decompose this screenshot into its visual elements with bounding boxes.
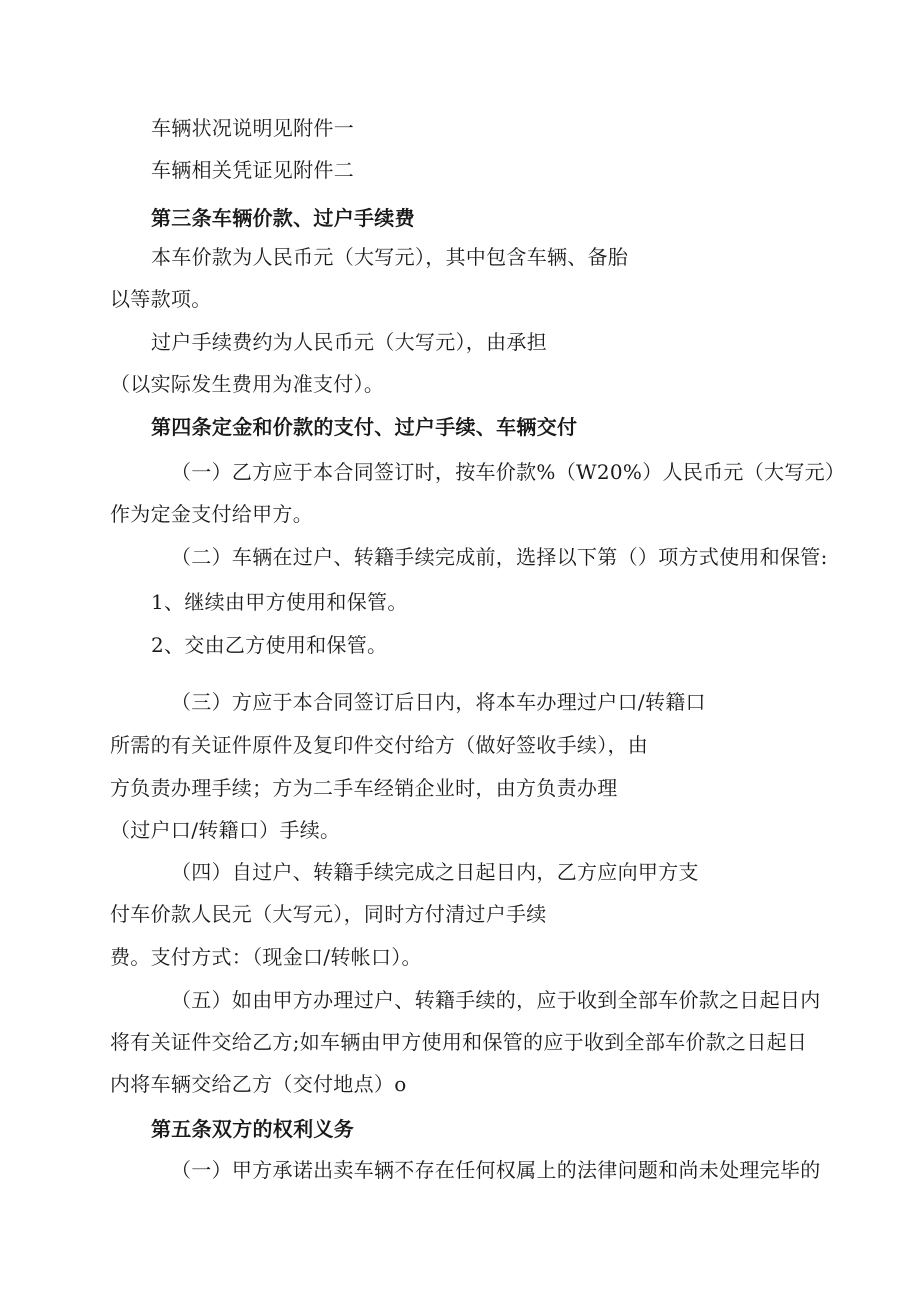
- transfer-fee-continuation: （以实际发生费用为准支付）。: [110, 372, 385, 396]
- price-clause-line: 本车价款为人民币元（大写元），其中包含车辆、备胎: [151, 245, 629, 269]
- vehicle-condition-line: 车辆状况说明见附件一: [151, 116, 354, 140]
- transfer-fee-line: 过户手续费约为人民币元（大写元），由承担: [151, 330, 547, 354]
- option-1-line: 1、继续由甲方使用和保管。: [151, 590, 408, 614]
- clause-4-3-continuation-2: 方负责办理手续；方为二手车经销企业时，由方负责办理: [110, 776, 618, 800]
- clause-4-5-continuation-1: 将有关证件交给乙方;如车辆由甲方使用和保管的应于收到全部车价款之日起日: [110, 1030, 808, 1054]
- article-3-heading: 第三条车辆价款、过户手续费: [151, 206, 415, 230]
- option-2-line: 2、交由乙方使用和保管。: [151, 633, 388, 657]
- clause-4-4-continuation-1: 付车价款人民元（大写元），同时方付清过户手续: [110, 902, 547, 926]
- clause-5-1-line: （一）甲方承诺出卖车辆不存在任何权属上的法律问题和尚未处理完毕的: [171, 1158, 821, 1182]
- article-5-heading: 第五条双方的权利义务: [151, 1117, 354, 1141]
- clause-4-5-continuation-2: 内将车辆交给乙方（交付地点）o: [110, 1072, 407, 1096]
- clause-4-1-line: （一）乙方应于本合同签订时，按车价款%（W20%）人民币元（大写元）: [171, 460, 846, 484]
- article-4-heading: 第四条定金和价款的支付、过户手续、车辆交付: [151, 415, 578, 439]
- price-clause-continuation: 以等款项。: [110, 287, 212, 311]
- clause-4-3-continuation-3: （过户口/转籍口）手续。: [110, 818, 341, 842]
- clause-4-2-line: （二）车辆在过户、转籍手续完成前，选择以下第（）项方式使用和保管:: [171, 545, 828, 569]
- clause-4-5-line: （五）如由甲方办理过户、转籍手续的，应于收到全部车价款之日起日内: [171, 988, 821, 1012]
- clause-4-4-line: （四）自过户、转籍手续完成之日起日内，乙方应向甲方支: [171, 860, 699, 884]
- clause-4-3-continuation-1: 所需的有关证件原件及复印件交付给方（做好签收手续），由: [110, 733, 649, 757]
- clause-4-1-continuation: 作为定金支付给甲方。: [110, 502, 313, 526]
- clause-4-3-line: （三）方应于本合同签订后日内，将本车办理过户口/转籍口: [171, 690, 706, 714]
- vehicle-documents-line: 车辆相关凭证见附件二: [151, 158, 354, 182]
- clause-4-4-continuation-2: 费。支付方式：（现金口/转帐口）。: [110, 945, 422, 969]
